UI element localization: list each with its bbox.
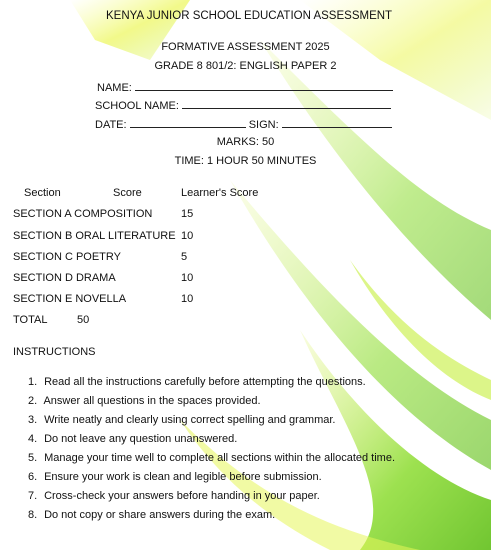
list-item: 5. Manage your time well to complete all sections within the allocated time. [28,452,396,464]
date-field-row[interactable] [95,117,392,131]
list-item: 1. Read all the instructions carefully before attempting the questions. [28,376,366,388]
table-row-score: 5 [181,251,188,263]
date-blank-line[interactable] [130,117,246,128]
header-score: Score [113,187,142,199]
table-row-section: SECTION D DRAMA [13,272,116,284]
school-name-field-row[interactable] [95,98,391,112]
list-item: 6. Ensure your work is clean and legible before submission. [28,471,322,483]
paper-code: GRADE 8 801/2: ENGLISH PAPER 2 [154,60,337,72]
total-label: TOTAL [13,314,48,326]
time-text: TIME: 1 HOUR 50 MINUTES [174,155,317,167]
sign-blank-line[interactable] [282,117,392,128]
list-item: 4. Do not leave any question unanswered. [28,433,238,445]
marks-text: MARKS: 50 [216,136,275,148]
school-name-blank-line[interactable] [182,98,391,109]
exam-subtitle: FORMATIVE ASSESSMENT 2025 [161,41,330,53]
name-field-row[interactable] [97,80,393,94]
exam-title: KENYA JUNIOR SCHOOL EDUCATION ASSESSMENT [106,10,393,22]
list-item: 3. Write neatly and clearly using correct spelling and grammar. [28,414,336,426]
table-row-score: 10 [181,293,194,305]
list-item: 7. Cross-check your answers before handing in your paper. [28,490,320,502]
school-name-label: SCHOOL NAME: [95,100,179,112]
table-row-section: SECTION E NOVELLA [13,293,127,305]
table-row-section: SECTION C POETRY [13,251,121,263]
table-row-score: 15 [181,208,194,220]
total-value: 50 [77,314,90,326]
name-blank-line[interactable] [135,80,393,91]
sign-label: SIGN: [248,119,279,131]
table-row-score: 10 [181,272,194,284]
list-item: 8. Do not copy or share answers during the exam. [28,509,276,521]
list-item: 2. Answer all questions in the spaces provided. [28,395,261,407]
name-label: NAME: [97,82,132,94]
header-learners-score: Learner's Score [181,187,259,199]
table-row-section: SECTION B ORAL LITERATURE [13,230,176,242]
header-section: Section [24,187,61,199]
table-row-section: SECTION A COMPOSITION [13,208,153,220]
instructions-heading: INSTRUCTIONS [13,346,96,358]
date-label: DATE: [95,119,127,131]
table-row-score: 10 [181,230,194,242]
